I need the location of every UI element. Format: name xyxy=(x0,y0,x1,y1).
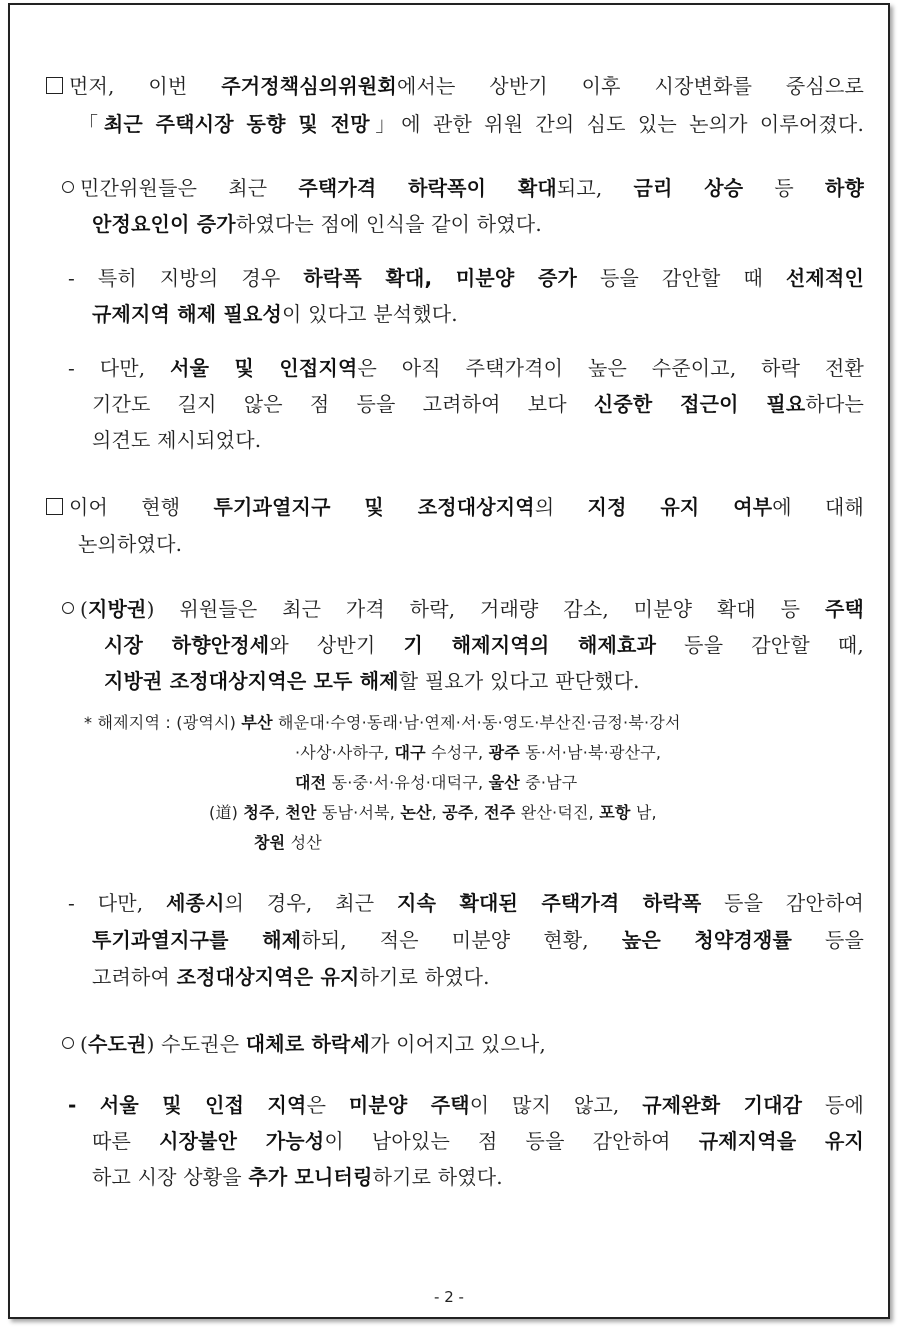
text-line: 규제지역 해제 필요성이 있다고 분석했다. xyxy=(92,302,458,326)
text-line: 따른 시장불안 가능성이 남아있는 점 등을 감안하여 규제지역을 유지 xyxy=(92,1129,865,1153)
text-line: 먼저, 이번 주거정책심의위원회에서는 상반기 이후 시장변화를 중심으로 xyxy=(46,73,864,99)
note-line: 창원 성산 xyxy=(254,833,322,852)
square-bullet-icon xyxy=(46,77,63,94)
text-line: 논의하였다. xyxy=(78,532,183,556)
circle-bullet-icon xyxy=(62,1037,74,1049)
note-line: * 해제지역 : (광역시) 부산 해운대·수영·동래·남·연제·서·동·영도·부산진·금정·북·강서 xyxy=(84,713,681,732)
text-line: (지방권) 위원들은 최근 가격 하락, 거래량 감소, 미분양 확대 등 주택 xyxy=(62,596,864,622)
text-line: 기간도 길지 않은 점 등을 고려하여 보다 신중한 접근이 필요하다는 xyxy=(92,392,864,416)
page-number: - 2 - xyxy=(434,1288,464,1306)
note-line: ·사상·사하구, 대구 수성구, 광주 동·서·남·북·광산구, xyxy=(295,743,662,762)
circle-bullet-icon xyxy=(62,602,74,614)
text-line: 민간위원들은 최근 주택가격 하락폭이 확대되고, 금리 상승 등 하향 xyxy=(62,175,864,201)
document-page xyxy=(8,3,890,1319)
text-line: 하고 시장 상황을 추가 모니터링하기로 하였다. xyxy=(92,1165,503,1189)
text-line: - 서울 및 인접 지역은 미분양 주택이 많지 않고, 규제완화 기대감 등에 xyxy=(68,1093,864,1117)
text-line: 의견도 제시되었다. xyxy=(92,428,262,452)
note-line: 대전 동·중·서·유성·대덕구, 울산 중·남구 xyxy=(295,773,578,792)
text-line: 「최근 주택시장 동향 및 전망」에 관한 위원 간의 심도 있는 논의가 이루어졌다. xyxy=(78,112,865,136)
note-line: (道) 청주, 천안 동남·서북, 논산, 공주, 전주 완산·덕진, 포항 남, xyxy=(209,803,657,822)
text-line: 안정요인이 증가하였다는 점에 인식을 같이 하였다. xyxy=(92,212,542,236)
text-line: 투기과열지구를 해제하되, 적은 미분양 현황, 높은 청약경쟁률 등을 xyxy=(92,928,864,952)
text-line: (수도권) 수도권은 대체로 하락세가 이어지고 있으나, xyxy=(62,1031,546,1057)
text-line: 시장 하향안정세와 상반기 기 해제지역의 해제효과 등을 감안할 때, xyxy=(104,633,864,657)
text-line: 지방권 조정대상지역은 모두 해제할 필요가 있다고 판단했다. xyxy=(104,669,640,693)
circle-bullet-icon xyxy=(62,181,74,193)
text-line: - 다만, 서울 및 인접지역은 아직 주택가격이 높은 수준이고, 하락 전환 xyxy=(68,356,865,380)
square-bullet-icon xyxy=(46,498,63,515)
text-line: 고려하여 조정대상지역은 유지하기로 하였다. xyxy=(92,965,490,989)
text-line: 이어 현행 투기과열지구 및 조정대상지역의 지정 유지 여부에 대해 xyxy=(46,494,864,520)
text-line: - 다만, 세종시의 경우, 최근 지속 확대된 주택가격 하락폭 등을 감안하여 xyxy=(68,891,864,915)
text-line: - 특히 지방의 경우 하락폭 확대, 미분양 증가 등을 감안할 때 선제적인 xyxy=(68,266,864,290)
